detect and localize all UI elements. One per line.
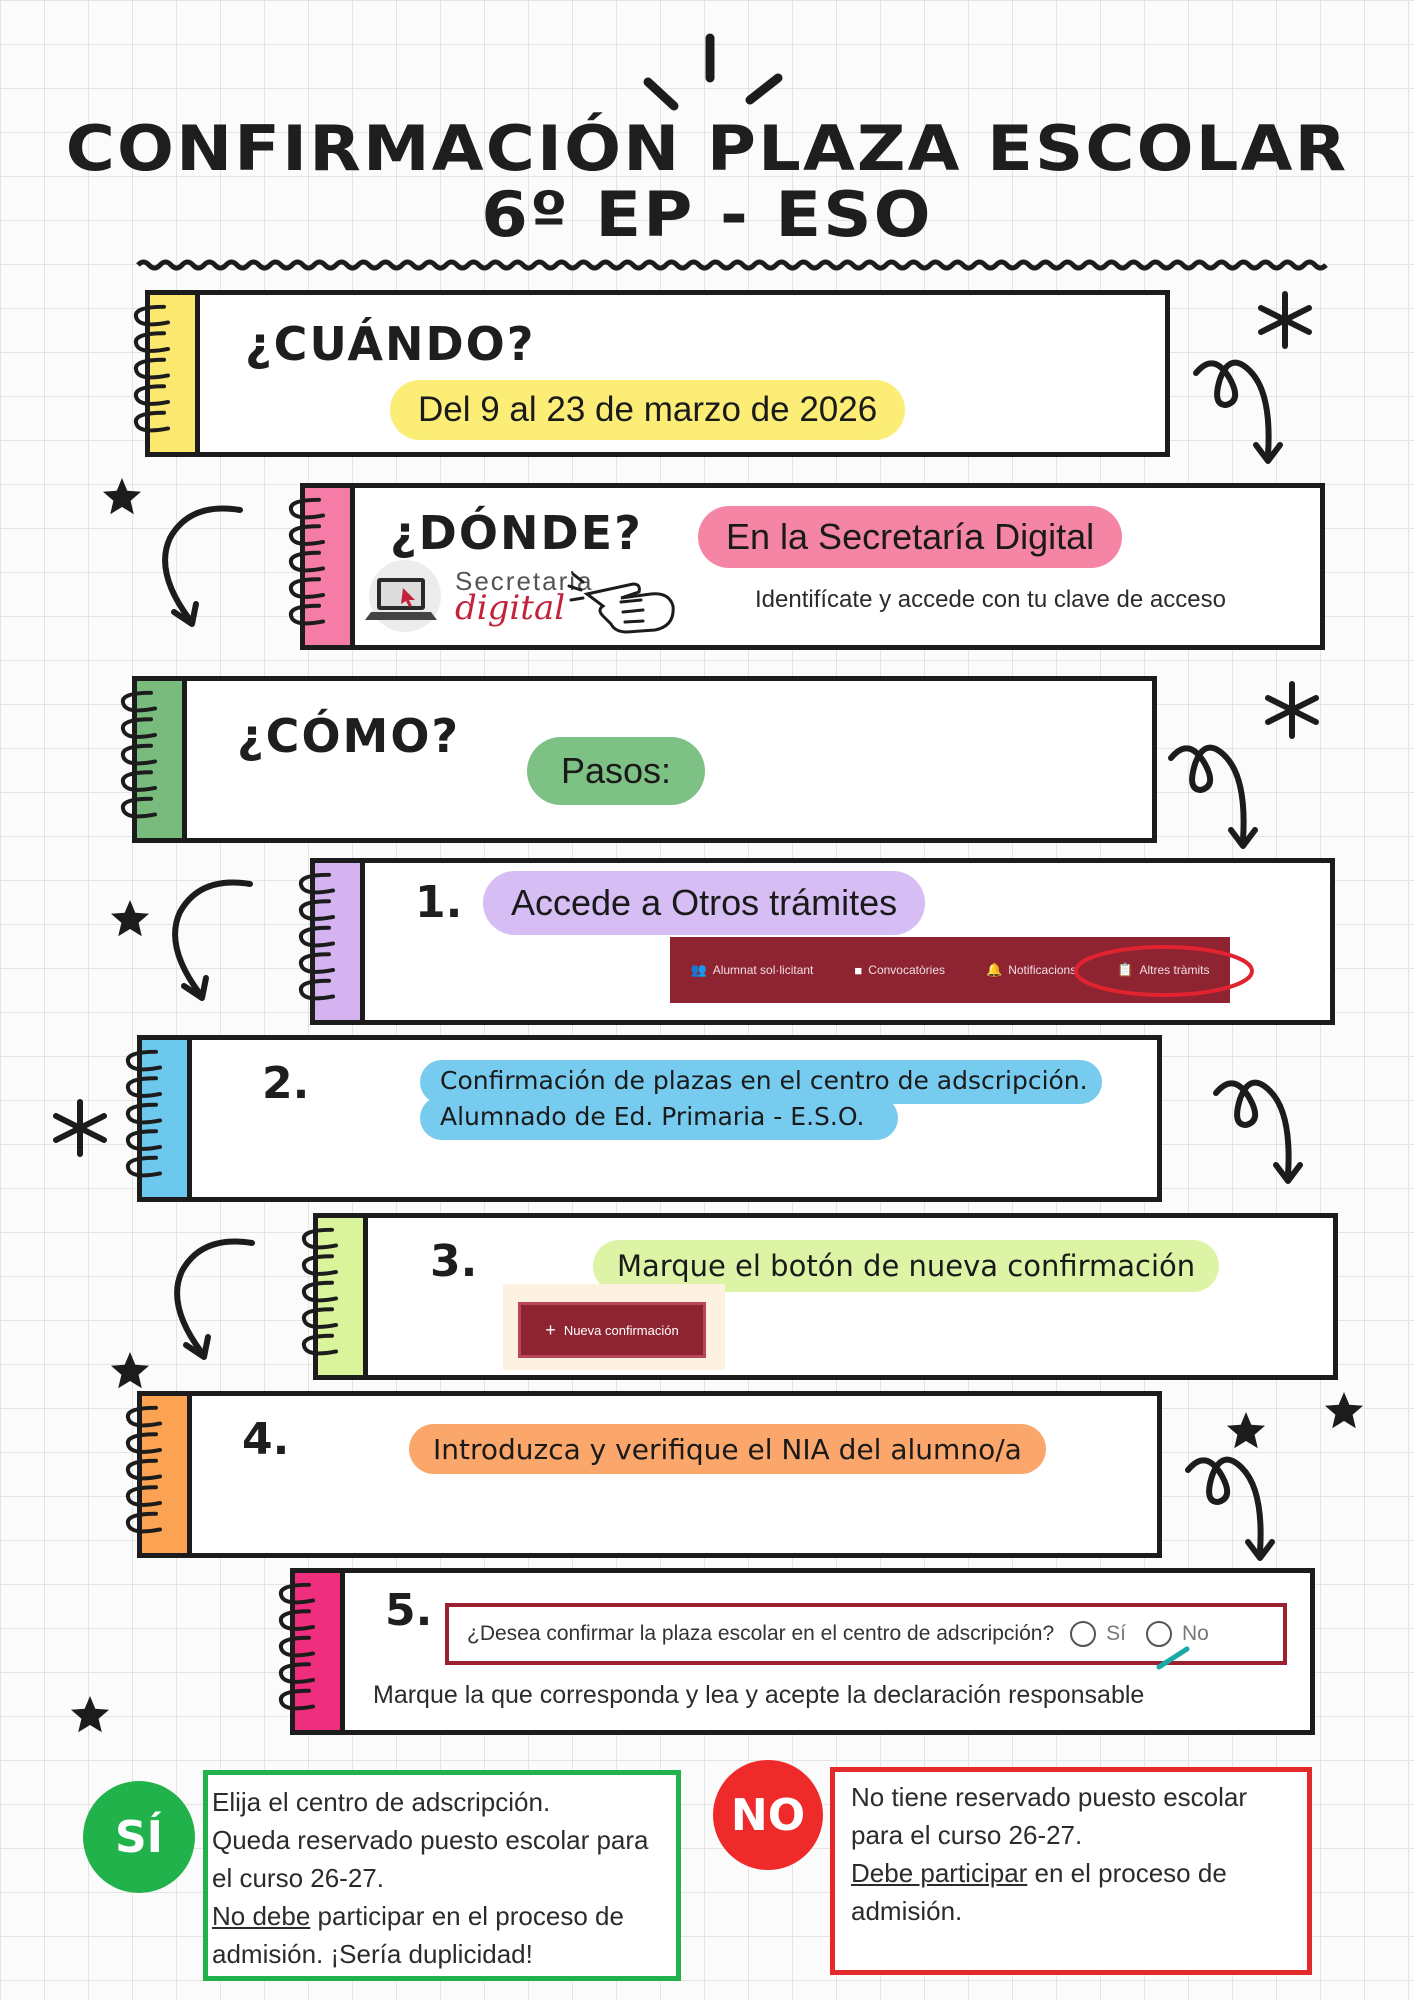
spiral-ring (136, 333, 168, 351)
step-5-card (290, 1568, 1315, 1735)
step-3-number: 3. (430, 1236, 478, 1287)
spiral-ring (301, 928, 333, 946)
como-card (132, 676, 1157, 843)
spiral-ring (128, 1408, 160, 1426)
pen-mark-icon (1155, 1643, 1195, 1673)
step-2-number: 2. (262, 1058, 310, 1109)
spiral-binding-icon (128, 295, 180, 452)
spiral-binding-icon (293, 863, 345, 1020)
nueva-confirmacion-label: Nueva confirmación (563, 1322, 679, 1338)
users-icon: 👥 (690, 962, 707, 977)
confirm-question-text: ¿Desea confirmar la plaza escolar en el centro de adscripción? (467, 1622, 1055, 1645)
si-info-box (203, 1770, 681, 1981)
spiral-ring (128, 1434, 160, 1452)
step-2-line2: Alumnado de Ed. Primaria - E.S.O. (440, 1102, 865, 1131)
nueva-confirmacion-button[interactable] (518, 1302, 706, 1358)
radio-no-label: No (1181, 1622, 1209, 1645)
step-3-text: Marque el botón de nueva confirmación (617, 1249, 1196, 1283)
spiral-ring (301, 901, 333, 919)
nav-item-label: Convocatòries (868, 963, 945, 977)
spiral-ring (123, 746, 155, 764)
spiral-ring (128, 1078, 160, 1096)
spiral-ring (128, 1131, 160, 1149)
no-info-box (830, 1767, 1312, 1975)
place-pill (698, 506, 1122, 568)
folder-icon: ■ (854, 962, 863, 978)
nav-item-label: Alumnat sol·licitant (712, 963, 814, 977)
hook-arrow-icon (162, 1235, 262, 1365)
cuando-card (145, 290, 1170, 457)
star-icon (100, 476, 144, 520)
step-5-instruction: Marque la que corresponda y lea y acepte la declaración responsable (373, 1681, 1145, 1709)
spiral-ring (281, 1585, 313, 1603)
spiral-ring (281, 1611, 313, 1629)
nav-item-label: Notificacions (1008, 963, 1077, 977)
radio-si-label: Sí (1106, 1622, 1126, 1645)
spiral-ring (301, 954, 333, 972)
curly-arrow-icon (1210, 1065, 1320, 1190)
pointing-hand-icon (563, 566, 683, 636)
logo-text-digital: digital (455, 588, 566, 628)
no-proceso: en el proceso de (1027, 1858, 1227, 1888)
spiral-ring (291, 579, 323, 597)
step-4-text: Introduzca y verifique el NIA del alumno/a (433, 1432, 1022, 1466)
spiral-ring (304, 1283, 336, 1301)
step-2-line1: Confirmación de plazas en el centro de adscripción. (440, 1066, 1088, 1095)
access-instruction: Identifícate y accede con tu clave de acceso (755, 586, 1226, 613)
steps-pill (527, 737, 705, 805)
page-title: CONFIRMACIÓN PLAZA ESCOLAR (65, 112, 1349, 185)
si-line-1: Elija el centro de adscripción. (212, 1787, 551, 1817)
step-1-text: Accede a Otros trámites (511, 882, 898, 923)
date-text: Del 9 al 23 de marzo de 2026 (418, 390, 878, 429)
step-4-card (137, 1391, 1162, 1558)
spiral-ring (304, 1309, 336, 1327)
spiral-ring (128, 1052, 160, 1070)
donde-heading: ¿DÓNDE? (390, 506, 643, 560)
no-badge: NO (713, 1760, 823, 1870)
como-heading: ¿CÓMO? (237, 709, 461, 763)
star-icon (68, 1694, 112, 1738)
spiral-binding-icon (120, 1396, 172, 1553)
no-line-4: admisión. (851, 1896, 963, 1926)
spiral-ring (304, 1256, 336, 1274)
no-line-1: No tiene reservado puesto escolar (851, 1782, 1248, 1812)
star-icon (1322, 1390, 1366, 1434)
page-subtitle: 6º EP - ESO (481, 178, 933, 251)
date-pill (390, 380, 905, 440)
nav-item-label: Altres tràmits (1139, 963, 1210, 977)
nav-item-convocatories[interactable] (854, 963, 945, 978)
spiral-binding-icon (283, 488, 335, 645)
star-icon (1224, 1410, 1268, 1454)
si-line-2: Queda reservado puesto escolar para (212, 1825, 649, 1855)
step-5-number: 5. (385, 1585, 433, 1636)
asterisk-icon (50, 1098, 110, 1158)
nav-item-notificacions[interactable] (986, 962, 1076, 978)
cuando-heading: ¿CUÁNDO? (245, 317, 536, 371)
spiral-ring (123, 772, 155, 790)
radio-si[interactable] (1070, 1621, 1096, 1647)
steps-label: Pasos: (561, 750, 672, 791)
si-line-3: el curso 26-27. (212, 1863, 384, 1893)
curly-arrow-icon (1190, 345, 1300, 470)
spiral-ring (301, 875, 333, 893)
spiral-ring (291, 606, 323, 624)
spiral-ring (281, 1638, 313, 1656)
si-line-4 (212, 1897, 672, 1935)
laptop-icon (365, 558, 447, 630)
wavy-divider (138, 250, 1324, 280)
donde-card (300, 483, 1325, 650)
star-icon (108, 898, 152, 942)
burst-icon (640, 30, 790, 110)
spiral-ring (304, 1230, 336, 1248)
curly-arrow-icon (1182, 1442, 1292, 1567)
spiral-ring (301, 981, 333, 999)
step-4-number: 4. (242, 1414, 290, 1465)
spiral-ring (128, 1514, 160, 1532)
hook-arrow-icon (150, 502, 250, 632)
spiral-ring (291, 500, 323, 518)
spiral-ring (136, 413, 168, 431)
spiral-ring (136, 360, 168, 378)
spiral-ring (128, 1105, 160, 1123)
spiral-ring (281, 1664, 313, 1682)
highlight-ellipse (1072, 943, 1258, 999)
star-icon (108, 1350, 152, 1394)
spiral-ring (281, 1691, 313, 1709)
si-line-5: admisión. ¡Sería duplicidad! (212, 1939, 533, 1969)
spiral-ring (123, 719, 155, 737)
spiral-ring (128, 1461, 160, 1479)
spiral-ring (128, 1158, 160, 1176)
si-participar: participar en el proceso de (310, 1901, 624, 1931)
spiral-ring (136, 307, 168, 325)
spiral-ring (136, 386, 168, 404)
step-4-pill (409, 1424, 1046, 1474)
si-no-debe: No debe (212, 1901, 311, 1931)
step-1-number: 1. (415, 877, 463, 928)
spiral-binding-icon (120, 1040, 172, 1197)
step-1-pill (483, 871, 925, 935)
spiral-ring (123, 799, 155, 817)
curly-arrow-icon (1165, 730, 1275, 855)
no-debe-participar: Debe participar (851, 1858, 1028, 1888)
spiral-ring (123, 693, 155, 711)
spiral-ring (291, 526, 323, 544)
hook-arrow-icon (160, 876, 260, 1006)
spiral-ring (291, 553, 323, 571)
spiral-ring (128, 1487, 160, 1505)
logo-text-secretaria: Secretaria (455, 566, 594, 596)
no-line-2: para el curso 26-27. (851, 1820, 1083, 1850)
nav-item-alumnat[interactable] (691, 962, 814, 978)
spiral-binding-icon (273, 1573, 325, 1730)
asterisk-icon (1255, 290, 1315, 350)
bell-icon: 🔔 (986, 962, 1003, 977)
clipboard-icon: 📋 (1117, 962, 1134, 977)
spiral-binding-icon (296, 1218, 348, 1375)
step-3-card (313, 1213, 1338, 1380)
place-text: En la Secretaría Digital (726, 516, 1095, 557)
asterisk-icon (1262, 680, 1322, 740)
no-line-3 (851, 1854, 1291, 1892)
plus-icon: + (545, 1319, 556, 1340)
spiral-binding-icon (115, 681, 167, 838)
si-badge: SÍ (83, 1781, 195, 1893)
step-2-card (137, 1035, 1162, 1202)
spiral-ring (304, 1336, 336, 1354)
